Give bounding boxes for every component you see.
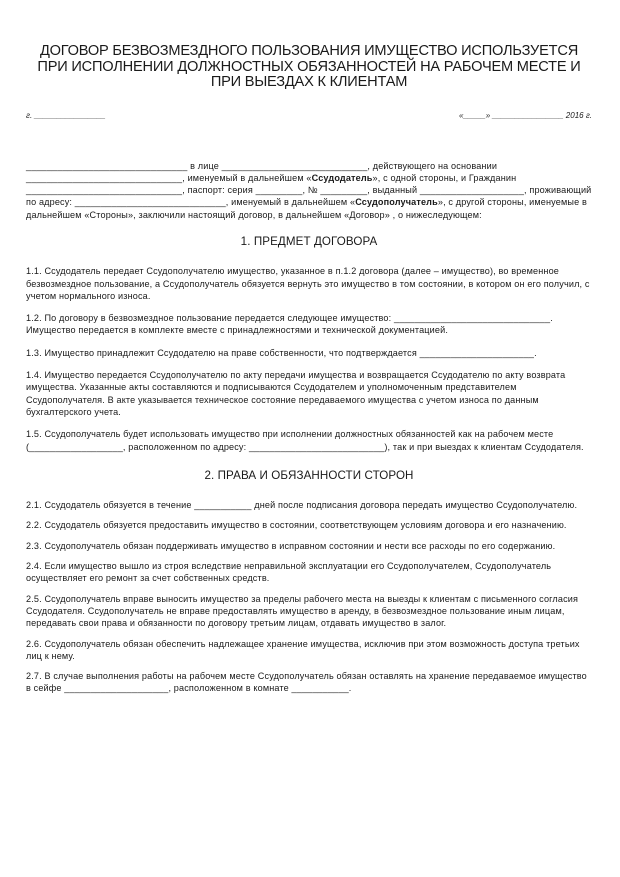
clause-1-4: 1.4. Имущество передается Ссудополучателю по акту передачи имущества и возвращается Ссудодателю по акту возврата имущества. Указанные акты составляются и подписываются Ссудодателем и уполномоченным представителем Ссудополучателя. В акте указывается техническое состояние передаваемого имущества с учетом износа по данным бухгалтерского учета.	[26, 370, 566, 417]
clause-2-2: 2.2. Ссудодатель обязуется предоставить имущество в состоянии, соответствующем условиям договора и его назначению.	[26, 520, 567, 531]
date-field: «_____» ________________ 2016 г.	[459, 110, 592, 120]
place-date-row	[26, 111, 592, 120]
clause-1-3: 1.3. Имущество принадлежит Ссудодателю на праве собственности, что подтверждается ______________________.	[26, 347, 537, 358]
clause-2-6: 2.6. Ссудополучатель обязан обеспечить надлежащее хранение имущества, исключив при этом возможность доступа третьих лиц к нему.	[26, 638, 580, 661]
section-2-heading: 2. ПРАВА И ОБЯЗАННОСТИ СТОРОН	[204, 468, 414, 482]
borrower-role: Ссудополучатель	[355, 197, 438, 208]
clause-2-5: 2.5. Ссудополучатель вправе выносить имущество за пределы рабочего места на выезды к клиентам с письменного согласия Ссудодателя. Ссудополучатель не вправе предоставлять имущество в аренду, в безвозмездное пользование иным лицам, передавать свои права и обязанности по договору третьим лицам, отдавать имущество в залог.	[26, 593, 579, 629]
preamble-part-1: _______________________________ в лице ____________________________, действующего на основании ______________________________, именуемый в дальнейшем «	[26, 160, 498, 183]
contract-body	[26, 160, 592, 695]
preamble-part-3: », с другой стороны, именуемые в дальнейшем «Стороны», заключили настоящий договор, в дальнейшем «Договор» , о нижеследующем:	[26, 197, 587, 220]
clause-2-1: 2.1. Ссудодатель обязуется в течение ___________ дней после подписания договора передать имущество Ссудополучателю.	[26, 500, 578, 511]
lender-role: Ссудодатель	[311, 172, 373, 183]
preamble	[26, 160, 592, 221]
preamble-part-2: », с одной стороны, и Гражданин ______________________________, паспорт: серия _________, № _________, выданный ____________________, проживающий по адресу: _____________________________, именуемый в дальнейшем «	[26, 172, 592, 208]
clause-1-5: 1.5. Ссудополучатель будет использовать имущество при исполнении должностных обязанностей как на рабочем месте (__________________, расположенном по адресу: __________________________), так и при выездах к клиентам Ссудодателя.	[26, 429, 584, 452]
city-field: г. ________________	[26, 110, 106, 120]
clause-1-2: 1.2. По договору в безвозмездное пользование передается следующее имущество: ______________________________. Имущество передается в комплекте вместе с принадлежностями и технической документацией.	[26, 313, 553, 336]
clause-2-7: 2.7. В случае выполнения работы на рабочем месте Ссудополучатель обязан оставлять на хранение передаваемое имущество в сейфе ____________________, расположенном в комнате ___________.	[26, 671, 587, 694]
clause-1-1: 1.1. Ссудодатель передает Ссудополучателю имущество, указанное в п.1.2 договора (далее – имущество), во временное безвозмездное пользование, а Ссудополучатель обязуется вернуть это имущество в том состоянии, в котором он его получил, с учетом нормального износа.	[26, 266, 590, 301]
clause-2-4: 2.4. Если имущество вышло из строя вследствие неправильной эксплуатации его Ссудополучателем, Ссудополучатель осуществляет его ремонт за счет собственных средств.	[26, 561, 552, 584]
clause-2-3: 2.3. Ссудополучатель обязан поддерживать имущество в исправном состоянии и нести все расходы по его содержанию.	[26, 540, 556, 551]
document-title: ДОГОВОР БЕЗВОЗМЕЗДНОГО ПОЛЬЗОВАНИЯ ИМУЩЕСТВО ИСПОЛЬЗУЕТСЯ ПРИ ИСПОЛНЕНИИ ДОЛЖНОСТНЫХ ОБЯЗАННОСТЕЙ НА РАБОЧЕМ МЕСТЕ И ПРИ ВЫЕЗДАХ К КЛИЕНТАМ	[37, 43, 581, 90]
section-1-heading: 1. ПРЕДМЕТ ДОГОВОРА	[240, 234, 378, 248]
